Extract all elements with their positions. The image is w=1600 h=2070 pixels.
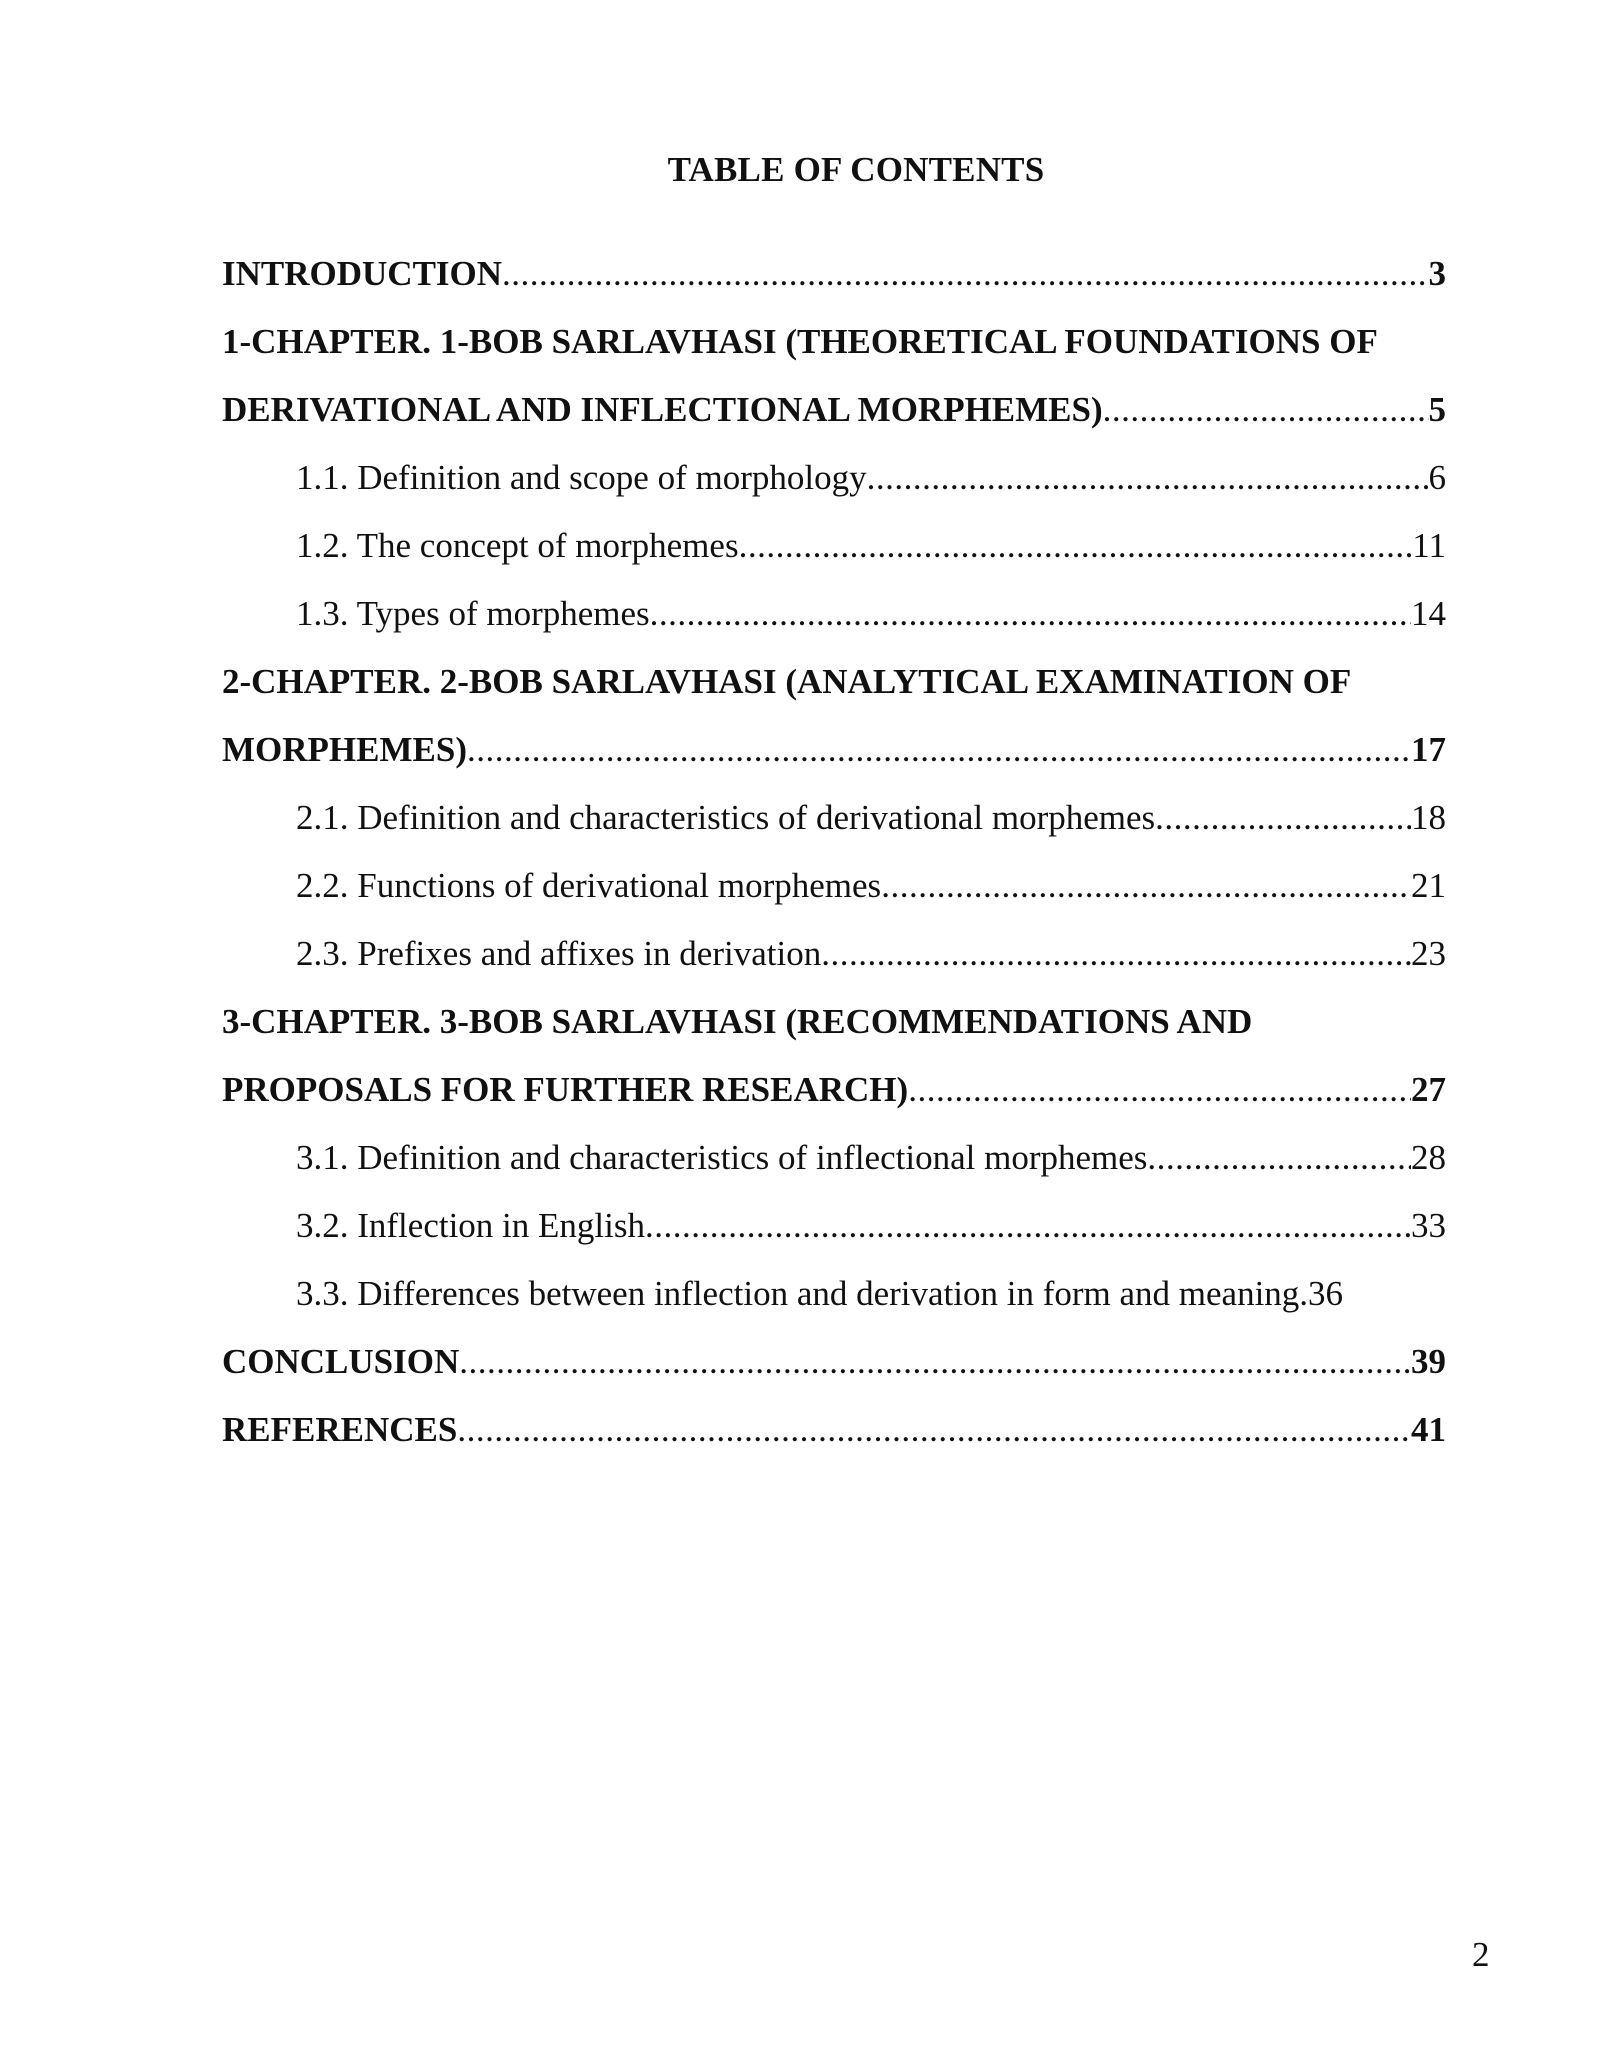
toc-title: TABLE OF CONTENTS (667, 150, 1045, 189)
dot-leader (867, 444, 1429, 512)
dot-leader (645, 1192, 1411, 1260)
toc-entry-label: 1-CHAPTER. 1-BOB SARLAVHASI (THEORETICAL FOUNDATIONS OF (222, 322, 1378, 361)
toc-entry-label: 2-CHAPTER. 2-BOB SARLAVHASI (ANALYTICAL EXAMINATION OF (222, 662, 1352, 701)
toc-entry-3-2[interactable] (296, 1192, 1446, 1260)
toc-entry-page: 21 (1411, 866, 1446, 905)
toc-entry-label: 3.3. Differences between inflection and derivation in form and meaning.36 (296, 1274, 1344, 1313)
toc-entry-label: DERIVATIONAL AND INFLECTIONAL MORPHEMES) (222, 390, 1103, 429)
toc-entry-label: 2.2. Functions of derivational morphemes (296, 866, 882, 905)
toc-entry-label: 3-CHAPTER. 3-BOB SARLAVHASI (RECOMMENDATIONS AND (222, 1002, 1253, 1041)
toc-entry-page: 14 (1411, 594, 1446, 633)
toc-entry-page: 23 (1411, 934, 1446, 973)
toc-entry-chapter-2[interactable] (222, 648, 1446, 716)
toc-entry-chapter-3[interactable] (222, 988, 1446, 1056)
toc-entry-chapter-3-cont[interactable] (222, 1056, 1446, 1124)
toc-entry-page: 28 (1411, 1138, 1446, 1177)
toc-entry-page: 11 (1412, 526, 1446, 565)
toc-entry-page: 27 (1411, 1070, 1446, 1109)
dot-leader (908, 1056, 1411, 1124)
dot-leader (459, 1328, 1411, 1396)
toc-entry-page: 39 (1411, 1342, 1446, 1381)
toc-entry-label: REFERENCES (222, 1410, 458, 1449)
table-of-contents (222, 240, 1446, 1464)
toc-entry-page: 41 (1411, 1410, 1446, 1449)
toc-entry-2-3[interactable] (296, 920, 1446, 988)
toc-entry-3-1[interactable] (296, 1124, 1446, 1192)
toc-entry-label: 2.1. Definition and characteristics of derivational morphemes (296, 798, 1156, 837)
dot-leader (881, 852, 1411, 920)
toc-entry-label: INTRODUCTION (222, 254, 503, 293)
toc-entry-1-1[interactable] (296, 444, 1446, 512)
toc-entry-label: 1.1. Definition and scope of morphology (296, 458, 867, 497)
dot-leader (739, 512, 1413, 580)
toc-entry-references[interactable] (222, 1396, 1446, 1464)
toc-entry-2-1[interactable] (296, 784, 1446, 852)
toc-entry-label: MORPHEMES) (222, 730, 467, 769)
dot-leader (502, 240, 1428, 308)
toc-entry-page: 18 (1411, 798, 1446, 837)
toc-entry-page: 33 (1411, 1206, 1446, 1245)
toc-entry-label: 1.3. Types of morphemes (296, 594, 650, 633)
toc-entry-conclusion[interactable] (222, 1328, 1446, 1396)
toc-entry-page: 6 (1428, 458, 1446, 497)
toc-entry-introduction[interactable] (222, 240, 1446, 308)
page-number: 2 (1472, 1935, 1490, 1974)
toc-entry-3-3[interactable] (296, 1260, 1546, 1328)
toc-entry-1-3[interactable] (296, 580, 1446, 648)
toc-entry-1-2[interactable] (296, 512, 1446, 580)
toc-entry-label: 3.2. Inflection in English (296, 1206, 645, 1245)
dot-leader (457, 1396, 1411, 1464)
toc-entry-label: CONCLUSION (222, 1342, 460, 1381)
toc-entry-page: 3 (1428, 254, 1446, 293)
toc-entry-page: 17 (1411, 730, 1446, 769)
dot-leader (821, 920, 1411, 988)
toc-entry-chapter-1-cont[interactable] (222, 376, 1446, 444)
toc-entry-chapter-2-cont[interactable] (222, 716, 1446, 784)
dot-leader (467, 716, 1411, 784)
toc-entry-2-2[interactable] (296, 852, 1446, 920)
toc-entry-page: 5 (1428, 390, 1446, 429)
dot-leader (1155, 784, 1411, 852)
dot-leader (1147, 1124, 1411, 1192)
toc-entry-label: PROPOSALS FOR FURTHER RESEARCH) (222, 1070, 909, 1109)
toc-entry-chapter-1[interactable] (222, 308, 1446, 376)
toc-entry-label: 2.3. Prefixes and affixes in derivation (296, 934, 822, 973)
toc-entry-label: 3.1. Definition and characteristics of inflectional morphemes (296, 1138, 1148, 1177)
toc-entry-label: 1.2. The concept of morphemes (296, 526, 739, 565)
dot-leader (650, 580, 1411, 648)
dot-leader (1103, 376, 1429, 444)
